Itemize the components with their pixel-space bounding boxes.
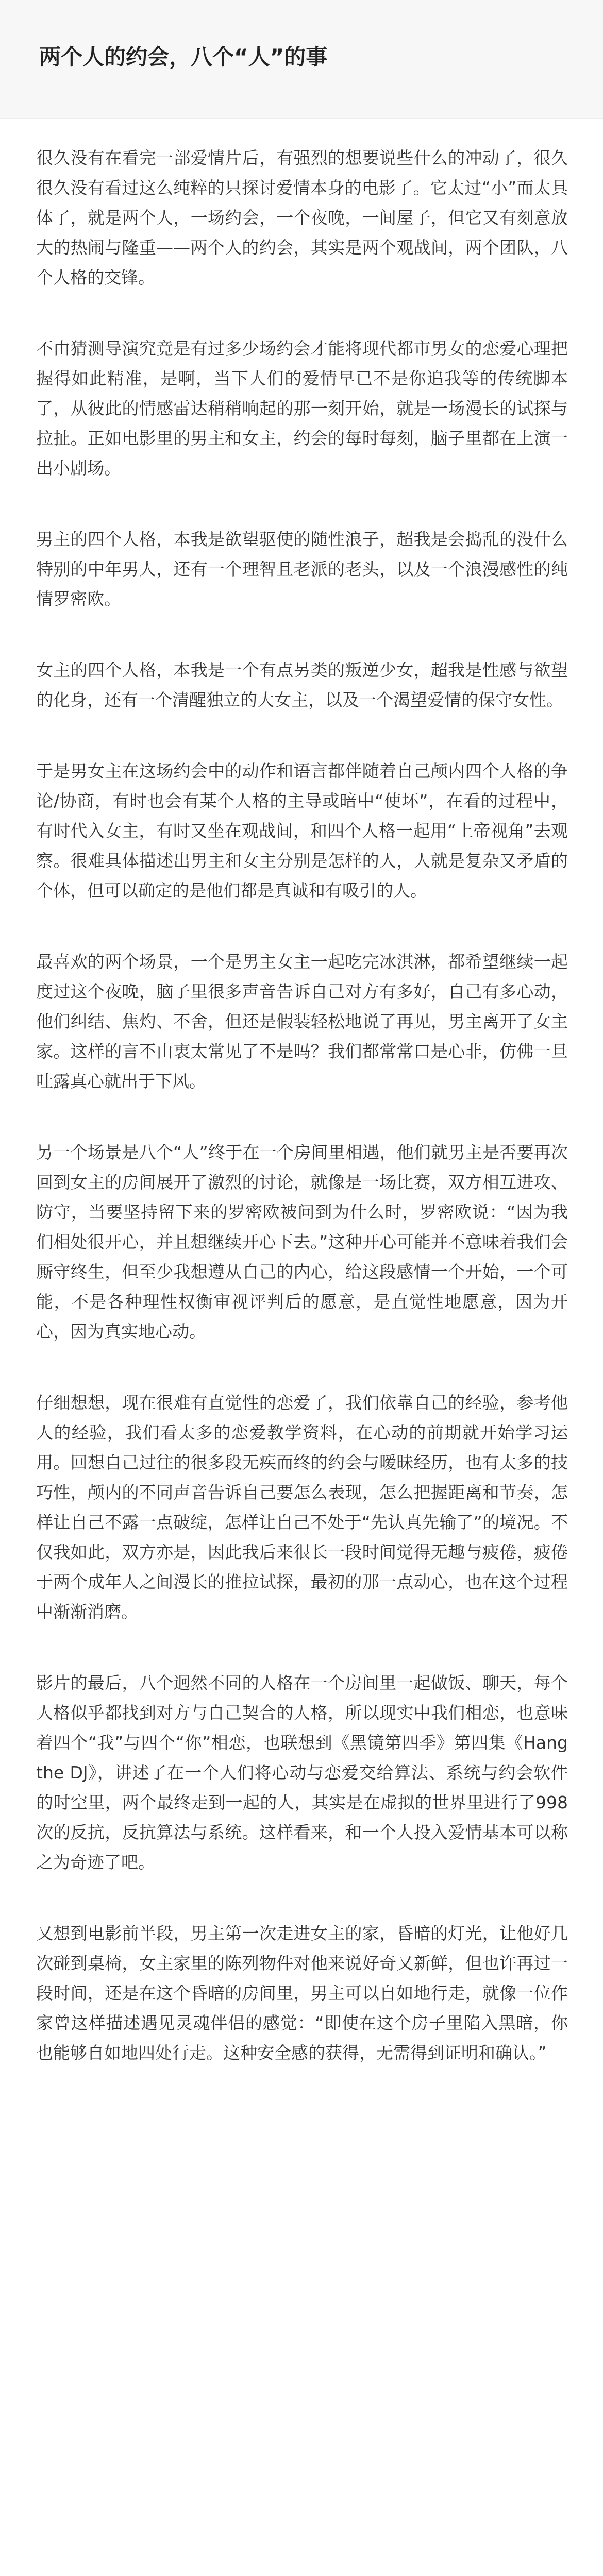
paragraph: 男主的四个人格，本我是欲望驱使的随性浪子，超我是会捣乱的没什么特别的中年男人，还有一个理智且老派的老头，以及一个浪漫感性的纯情罗密欧。: [36, 529, 568, 609]
paragraph: 仔细想想，现在很难有直觉性的恋爱了，我们依靠自己的经验，参考他人的经验，我们看太多的恋爱教学资料，在心动的前期就开始学习运用。回想自己过往的很多段无疾而终的约会与暧昧经历，也有太多的技巧性，颅内的不同声音告诉自己要怎么表现，怎么把握距离和节奏，怎样让自己不露一点破绽，怎样让自己不处于“先认真先输了”的境况。不仅我如此，双方亦是，因此我后来很长一段时间觉得无趣与疲倦，疲倦于两个成年人之间漫长的推拉试探，最初的那一点动心，也在这个过程中渐渐消磨。: [36, 1393, 568, 1622]
paragraph: 很久没有在看完一部爱情片后，有强烈的想要说些什么的冲动了，很久很久没有看过这么纯粹的只探讨爱情本身的电影了。它太过“小”而太具体了，就是两个人，一场约会，一个夜晚，一间屋子，但它又有刻意放大的热闹与隆重——两个人的约会，其实是两个观战间，两个团队，八个人格的交锋。: [36, 148, 568, 287]
paragraph: 女主的四个人格，本我是一个有点另类的叛逆少女，超我是性感与欲望的化身，还有一个清醒独立的大女主，以及一个渴望爱情的保守女性。: [36, 660, 568, 710]
paragraph: 最喜欢的两个场景，一个是男主女主一起吃完冰淇淋，都希望继续一起度过这个夜晚，脑子里很多声音告诉自己对方有多好，自己有多心动，他们纠结、焦灼、不舍，但还是假装轻松地说了再见，男主离开了女主家。这样的言不由衷太常见了不是吗？我们都常常口是心非，仿佛一旦吐露真心就出于下风。: [36, 952, 568, 1091]
article-body: [36, 143, 568, 2109]
article-header: [0, 0, 603, 119]
paragraph: 又想到电影前半段，男主第一次走进女主的家，昏暗的灯光，让他好几次碰到桌椅，女主家里的陈列物件对他来说好奇又新鲜，但也许再过一段时间，还是在这个昏暗的房间里，男主可以自如地行走，就像一位作家曾这样描述遇见灵魂伴侣的感觉：“即使在这个房子里陷入黑暗，你也能够自如地四处行走。这种安全感的获得，无需得到证明和确认。”: [36, 1923, 568, 2063]
paragraph: 于是男女主在这场约会中的动作和语言都伴随着自己颅内四个人格的争论/协商，有时也会有某个人格的主导或暗中“使坏”，在看的过程中，有时代入女主，有时又坐在观战间，和四个人格一起用“上帝视角”去观察。很难具体描述出男主和女主分别是怎样的人，人就是复杂又矛盾的个体，但可以确定的是他们都是真诚和有吸引的人。: [36, 761, 568, 901]
article-title: 两个人的约会，八个“人”的事: [39, 44, 328, 70]
paragraph: 另一个场景是八个“人”终于在一个房间里相遇，他们就男主是否要再次回到女主的房间展开了激烈的讨论，就像是一场比赛，双方相互进攻、防守，当要坚持留下来的罗密欧被问到为什么时，罗密欧说：“因为我们相处很开心，并且想继续开心下去。”这种开心可能并不意味着我们会厮守终生，但至少我想遵从自己的内心，给这段感情一个开始，一个可能，不是各种理性权衡审视评判后的愿意，是直觉性地愿意，因为开心，因为真实地心动。: [36, 1142, 568, 1342]
paragraph: 不由猜测导演究竟是有过多少场约会才能将现代都市男女的恋爱心理把握得如此精准，是啊，当下人们的爱情早已不是你追我等的传统脚本了，从彼此的情感雷达稍稍响起的那一刻开始，就是一场漫长的试探与拉扯。正如电影里的男主和女主，约会的每时每刻，脑子里都在上演一出小剧场。: [36, 338, 568, 478]
paragraph: 影片的最后，八个迥然不同的人格在一个房间里一起做饭、聊天，每个人格似乎都找到对方与自己契合的人格，所以现实中我们相恋，也意味着四个“我”与四个“你”相恋，也联想到《黑镜第四季》第四集《Hang the DJ》，讲述了在一个人们将心动与恋爱交给算法、系统与约会软件的时空里，两个最终走到一起的人，其实是在虚拟的世界里进行了998次的反抗，反抗算法与系统。这样看来，和一个人投入爱情基本可以称之为奇迹了吧。: [36, 1673, 568, 1872]
